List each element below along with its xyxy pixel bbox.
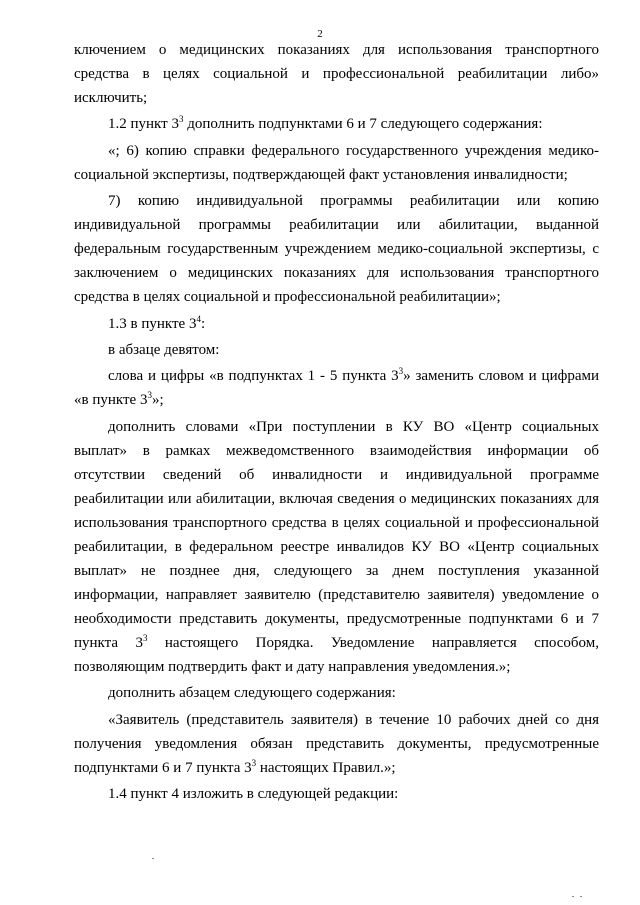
superscript: 3 (147, 390, 152, 401)
text-run: : (200, 315, 206, 332)
text-run: дополнить подпунктами 6 и 7 следующего содержания: (183, 116, 543, 133)
text-run: «Заявитель (представитель заявителя) в течение 10 рабочих дней со дня получения уведомления обязан представить документы, предусмотренные подпунктами 6 и 7 пункта 3 (74, 711, 599, 776)
scan-mark (580, 896, 582, 897)
paragraph-1: ключением о медицинских показаниях для использования транспортного средства в целях социальной и профессиональной реабилитации либо» исключить; (74, 42, 599, 106)
text-run: дополнить словами «При поступлении в КУ ВО «Центр социальных выплат» в рамках межведомственного взаимодействия информации об отсутствии сведений об инвалидности и индивидуальной программе реабилитации или абилитации, включая сведения о медицинских показаниях для использования транспортного средства в целях социальной и профессиональной реабилитации, в федеральном реестре инвалидов КУ ВО «Центр социальных выплат» не позднее дня, следующего за днем поступления указанной информации, направляет заявителю (представителю заявителя) уведомление о необходимости представить документы, предусмотренные подпунктами 6 и 7 пункта 3 (74, 418, 599, 651)
superscript: 3 (398, 366, 404, 377)
text-run: слова и цифры «в подпунктах 1 - 5 пункта 3 (108, 368, 399, 385)
paragraph-6: в абзаце девятом: (108, 341, 220, 358)
scan-mark (152, 858, 154, 859)
page-number: 2 (317, 28, 323, 40)
paragraph-8 (74, 415, 599, 679)
superscript: 3 (251, 757, 257, 768)
paragraph-11: 1.4 пункт 4 изложить в следующей редакции: (108, 785, 399, 802)
text-run: » заменить словом и цифрами «в пункте 3 (74, 368, 600, 409)
text-run: »; (151, 392, 164, 409)
superscript: 3 (178, 114, 184, 125)
paragraph-4: 7) копию индивидуальной программы реабилитации или копию индивидуальной программы реабилитации или абилитации, выданной федеральным государственным учреждением медико-социальной экспертизы, с заключением о медицинских показаниях для использования транспортного средства в целях социальной и профессиональной реабилитации»; (74, 193, 599, 306)
scan-mark (572, 896, 574, 897)
text-run: 1.3 в пункте 3 (108, 315, 197, 332)
paragraph-5 (74, 312, 599, 336)
superscript: 3 (142, 632, 148, 643)
paragraph-2 (74, 112, 599, 136)
text-run: 1.2 пункт 3 (108, 116, 179, 133)
text-run: настоящих Правил.»; (256, 759, 396, 776)
paragraph-3: «; 6) копию справки федерального государственного учреждения медико-социальной экспертизы, подтверждающей факт установления инвалидности; (74, 142, 599, 183)
superscript: 4 (196, 313, 201, 324)
paragraph-9: дополнить абзацем следующего содержания: (108, 685, 396, 702)
paragraph-10 (74, 708, 599, 780)
paragraph-7 (74, 364, 599, 412)
text-run: настоящего Порядка. Уведомление направляется способом, позволяющим подтвердить факт и дату направления уведомления.»; (74, 634, 599, 675)
document-body (74, 38, 599, 808)
